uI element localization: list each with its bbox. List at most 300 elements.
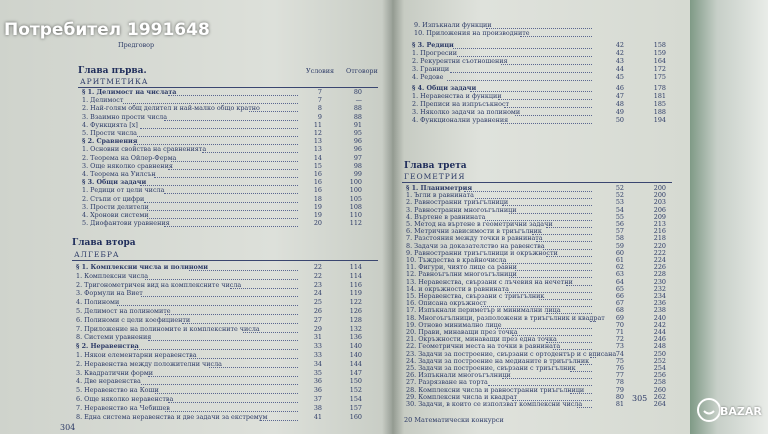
toc-entry: 2. Теорема на Ойлер-Ферма bbox=[82, 153, 177, 162]
toc-entry: 18. Многоъгълници, разположени в триъгълник и квадрат bbox=[406, 313, 605, 322]
toc-entry: 6. Полиноми с цели коефициенти bbox=[76, 315, 191, 324]
toc-leader-dots bbox=[209, 366, 298, 368]
toc-conditions-page: 20 bbox=[313, 219, 322, 228]
toc-conditions-page: 58 bbox=[615, 234, 624, 243]
toc-entry: 1. Прогресии bbox=[412, 49, 457, 57]
toc-leader-dots bbox=[147, 209, 298, 211]
toc-entry: 9. Изпъкнали функции bbox=[414, 21, 492, 29]
toc-conditions-page: 16 bbox=[313, 186, 322, 195]
toc-answers-page: 252 bbox=[653, 356, 666, 365]
toc-answers-page: 88 bbox=[353, 104, 362, 113]
toc-conditions-page: 62 bbox=[615, 263, 624, 272]
toc-entry: 4. Теорема на Уилсън bbox=[82, 170, 156, 178]
toc-conditions-page: 74 bbox=[615, 349, 624, 358]
toc-leader-dots bbox=[590, 320, 596, 322]
toc-answers-page: 254 bbox=[653, 364, 666, 372]
toc-entry: § 1. Делимост на числата bbox=[82, 88, 177, 96]
toc-answers-page: 260 bbox=[653, 385, 666, 394]
toc-conditions-page: 65 bbox=[615, 284, 624, 293]
toc-leader-dots bbox=[141, 295, 298, 297]
toc-leader-dots bbox=[165, 410, 298, 412]
toc-conditions-page: 49 bbox=[615, 108, 624, 116]
col-header-answers: Отговори bbox=[346, 67, 378, 75]
toc-entry: 8. Задачи за доказателство на равенства bbox=[406, 241, 545, 250]
toc-entry: 10. Тъждества в крайночисла bbox=[406, 256, 507, 264]
toc-answers-page: 110 bbox=[349, 211, 362, 219]
toc-conditions-page: 42 bbox=[615, 41, 624, 49]
toc-answers-page: 105 bbox=[349, 194, 362, 203]
toc-conditions-page: 25 bbox=[313, 298, 322, 307]
left-page-number: 304 bbox=[60, 423, 76, 432]
toc-conditions-page: 59 bbox=[615, 241, 624, 250]
toc-entry: 27. Разрязване на торта bbox=[406, 378, 488, 387]
toc-answers-page: 181 bbox=[653, 92, 666, 100]
toc-answers-page: 200 bbox=[653, 184, 666, 192]
toc-conditions-page: 44 bbox=[615, 65, 624, 73]
toc-conditions-page: 70 bbox=[615, 320, 624, 329]
toc-conditions-page: 8 bbox=[317, 104, 322, 113]
toc-answers-page: 112 bbox=[349, 219, 362, 228]
toc-entry: 2. Равностранни триъгълници bbox=[406, 198, 509, 207]
toc-entry: § 3. Общи задачи bbox=[82, 178, 147, 187]
book-cover-edge bbox=[690, 0, 768, 434]
toc-entry: 3. Още няколко сравнения bbox=[82, 161, 173, 170]
chapter-two-subtitle: АЛГЕБРА bbox=[74, 250, 120, 259]
toc-answers-page: 95 bbox=[353, 129, 362, 137]
toc-leader-dots bbox=[498, 98, 592, 100]
toc-leader-dots bbox=[230, 287, 298, 289]
toc-answers-page: 226 bbox=[653, 263, 666, 272]
toc-entry: 1. Някои елементарни неравенства bbox=[76, 351, 197, 359]
toc-answers-page: 194 bbox=[653, 116, 666, 124]
toc-answers-page: 114 bbox=[349, 271, 362, 280]
toc-conditions-page: 53 bbox=[615, 198, 624, 207]
toc-leader-dots bbox=[515, 269, 592, 271]
toc-leader-dots bbox=[502, 377, 592, 379]
toc-entry: § 2. Сравнения bbox=[82, 137, 138, 146]
toc-leader-dots bbox=[148, 339, 298, 341]
toc-conditions-page: 66 bbox=[615, 292, 624, 300]
toc-answers-page: 256 bbox=[653, 371, 666, 380]
toc-leader-dots bbox=[453, 47, 592, 49]
right-page-footer: 20 Математически конкурси bbox=[404, 416, 504, 424]
toc-entry: 7. Разстояния между точки в равнината bbox=[406, 234, 543, 243]
toc-leader-dots bbox=[148, 375, 298, 377]
toc-entry: 23. Задачи за построение, свързани с ортодентър и с вписана bbox=[406, 349, 617, 358]
chapter-three-title: Глава трета bbox=[404, 161, 467, 171]
toc-conditions-page: 9 bbox=[317, 112, 322, 121]
toc-leader-dots bbox=[577, 406, 592, 408]
toc-conditions-page: 36 bbox=[313, 386, 322, 395]
toc-conditions-page: 43 bbox=[615, 57, 624, 65]
toc-conditions-page: 68 bbox=[615, 306, 624, 315]
toc-leader-dots bbox=[450, 71, 592, 73]
toc-entry: 2. Стъпи от цифри bbox=[82, 194, 145, 203]
toc-entry: 5. Делимост на полиномите bbox=[76, 307, 171, 315]
toc-conditions-page: 80 bbox=[615, 392, 624, 401]
toc-entry: 24. Задачи за построение на медианите в триъгълник bbox=[406, 356, 590, 365]
toc-conditions-page: 56 bbox=[615, 220, 624, 228]
toc-answers-page: 242 bbox=[653, 320, 666, 329]
toc-conditions-page: 37 bbox=[313, 395, 322, 403]
toc-conditions-page: 46 bbox=[615, 84, 624, 92]
toc-answers-page: 264 bbox=[653, 400, 666, 408]
toc-entry: § 3. Редици bbox=[412, 41, 454, 49]
toc-leader-dots bbox=[164, 192, 298, 194]
toc-entry: 6. Още няколко неравенства bbox=[76, 395, 174, 403]
toc-leader-dots bbox=[566, 284, 592, 286]
toc-leader-dots bbox=[202, 151, 298, 153]
toc-conditions-page: 48 bbox=[615, 100, 624, 108]
toc-entry: 25. Задачи за построение, свързани с триъгълник bbox=[406, 364, 576, 372]
toc-entry: 1. Делимост bbox=[82, 96, 124, 105]
toc-leader-dots bbox=[168, 168, 298, 170]
toc-leader-dots bbox=[144, 201, 298, 203]
toc-entry: § 1. Планиметрия bbox=[406, 184, 473, 192]
toc-answers-page: 218 bbox=[653, 234, 666, 243]
toc-conditions-page: 67 bbox=[615, 299, 624, 308]
toc-answers-page: 99 bbox=[353, 170, 362, 178]
chapter-two-rule bbox=[72, 260, 378, 261]
toc-leader-dots bbox=[509, 212, 592, 214]
toc-leader-dots bbox=[147, 217, 298, 219]
toc-answers-page: 154 bbox=[349, 395, 362, 403]
toc-entry: 3. Няколко задачи за полиноми bbox=[412, 108, 521, 116]
toc-leader-dots bbox=[243, 331, 298, 333]
toc-answers-page: 240 bbox=[653, 313, 666, 322]
toc-answers-page: 262 bbox=[653, 392, 666, 401]
toc-conditions-page: 78 bbox=[615, 378, 624, 387]
toc-entry: 5. Метод на въртене в геометрични задачи bbox=[406, 220, 553, 228]
toc-entry: § 1. Комплексни числа и полиноми bbox=[76, 263, 209, 271]
toc-conditions-page: 35 bbox=[313, 368, 322, 377]
toc-conditions-page: 60 bbox=[615, 248, 624, 257]
toc-conditions-page: 24 bbox=[313, 289, 322, 298]
toc-entry: § 4. Общи задачи bbox=[412, 84, 477, 92]
toc-answers-page: — bbox=[355, 96, 362, 105]
toc-conditions-page: 61 bbox=[615, 256, 624, 264]
toc-entry: 7. Приложение на полиномите и комплексните числа bbox=[76, 324, 260, 333]
toc-conditions-page: 13 bbox=[313, 145, 322, 154]
toc-answers-page: 203 bbox=[653, 198, 666, 207]
toc-conditions-page: 16 bbox=[313, 170, 322, 178]
toc-answers-page: 122 bbox=[349, 298, 362, 307]
toc-entry: 4. Полиноми bbox=[76, 298, 120, 307]
toc-answers-page: 172 bbox=[653, 65, 666, 73]
toc-conditions-page: 29 bbox=[313, 324, 322, 333]
toc-leader-dots bbox=[501, 122, 592, 124]
toc-entry: § 2. Неравенства bbox=[76, 342, 139, 351]
toc-answers-page: 136 bbox=[349, 333, 362, 342]
toc-conditions-page: 38 bbox=[313, 403, 322, 412]
toc-entry: 19. Отново минимално лице bbox=[406, 320, 502, 329]
toc-leader-dots bbox=[501, 63, 592, 65]
toc-entry: 15. Неравенства, свързани с триъгълник bbox=[406, 292, 545, 300]
toc-entry: 28. Комплексни числа и равностранни триъгълници bbox=[406, 385, 585, 394]
preface-entry: Предговор bbox=[118, 41, 155, 49]
toc-entry: 3. Прости делители bbox=[82, 202, 149, 211]
toc-answers-page: 234 bbox=[653, 292, 666, 300]
toc-conditions-page: 11 bbox=[313, 120, 322, 129]
toc-answers-page: 159 bbox=[653, 49, 666, 57]
toc-answers-page: 258 bbox=[653, 378, 666, 387]
toc-conditions-page: 69 bbox=[615, 313, 624, 322]
toc-entry: 26. Изпъкнали многоъгълници bbox=[406, 371, 511, 380]
toc-entry: 2. Преписи на изпръсъкност bbox=[412, 100, 510, 108]
toc-conditions-page: 47 bbox=[615, 92, 624, 100]
toc-entry: 2. Рекурентни съотношения bbox=[412, 57, 508, 65]
toc-answers-page: 140 bbox=[349, 351, 362, 359]
toc-conditions-page: 45 bbox=[615, 73, 624, 81]
toc-conditions-page: 79 bbox=[615, 385, 624, 394]
toc-entry: 8. Системи уравнения bbox=[76, 333, 152, 342]
toc-conditions-page: 7 bbox=[317, 96, 322, 105]
toc-answers-page: 185 bbox=[653, 100, 666, 108]
toc-answers-page: 96 bbox=[353, 137, 362, 146]
toc-entry: 20. Прави, минаващи през точка bbox=[406, 328, 518, 336]
toc-conditions-page: 19 bbox=[313, 211, 322, 219]
toc-leader-dots bbox=[141, 383, 298, 385]
toc-conditions-page: 57 bbox=[615, 227, 624, 236]
toc-entry: 21. Окръжности, минаващи през една точка bbox=[406, 335, 557, 344]
toc-entry: 3. Равностранни многоъгълници bbox=[406, 205, 517, 214]
toc-leader-dots bbox=[168, 401, 298, 403]
toc-leader-dots bbox=[260, 419, 298, 421]
toc-conditions-page: 63 bbox=[615, 270, 624, 279]
toc-conditions-page: 54 bbox=[615, 205, 624, 214]
toc-entry: 4. Хронови системи bbox=[82, 211, 149, 219]
toc-leader-dots bbox=[520, 35, 592, 37]
toc-entry: 6. Метрични зависимости в триъгълник bbox=[406, 227, 542, 236]
toc-conditions-page: 13 bbox=[313, 137, 322, 146]
user-watermark: Потребител 1991648 bbox=[4, 20, 210, 40]
toc-entry: 4. Функционални уравнения bbox=[412, 116, 509, 124]
toc-entry: 10. Приложения на производните bbox=[414, 29, 530, 37]
toc-leader-dots bbox=[165, 313, 298, 315]
toc-entry: 8. Една система неравенства и две задачи за екстремум bbox=[76, 412, 268, 421]
toc-entry: 3. Квадратични форми bbox=[76, 368, 154, 377]
right-page-number: 305 bbox=[632, 394, 648, 403]
toc-entry: 11. Фигури, чиято лице са равни bbox=[406, 263, 517, 272]
toc-answers-page: 88 bbox=[353, 112, 362, 121]
toc-answers-page: 230 bbox=[653, 277, 666, 286]
toc-answers-page: 132 bbox=[349, 324, 362, 333]
toc-answers-page: 150 bbox=[349, 377, 362, 386]
toc-conditions-page: 55 bbox=[615, 212, 624, 221]
toc-conditions-page: 33 bbox=[313, 342, 322, 351]
toc-answers-page: 128 bbox=[349, 315, 362, 324]
toc-conditions-page: 71 bbox=[615, 328, 624, 336]
toc-leader-dots bbox=[189, 269, 298, 271]
col-header-conditions: Условия bbox=[306, 67, 334, 75]
toc-answers-page: 147 bbox=[349, 368, 362, 377]
toc-entry: 4. Въртене в равнината bbox=[406, 212, 486, 221]
toc-answers-page: 144 bbox=[349, 359, 362, 368]
toc-conditions-page: 77 bbox=[615, 371, 624, 380]
toc-conditions-page: 15 bbox=[313, 161, 322, 170]
toc-entry: 1. Комплексни числа bbox=[76, 271, 149, 280]
chapter-three-subtitle: ГЕОМЕТРИЯ bbox=[404, 172, 466, 181]
toc-leader-dots bbox=[134, 348, 298, 350]
toc-leader-dots bbox=[168, 94, 298, 96]
toc-answers-page: 244 bbox=[653, 328, 666, 336]
toc-conditions-page: 75 bbox=[615, 356, 624, 365]
toc-leader-dots bbox=[155, 392, 298, 394]
bazar-logo-text: BAZAR bbox=[720, 405, 762, 418]
toc-leader-dots bbox=[546, 226, 592, 228]
chapter-two-title: Глава втора bbox=[72, 238, 136, 248]
toc-leader-dots bbox=[137, 135, 298, 137]
toc-leader-dots bbox=[464, 190, 592, 192]
toc-entry: 5. Диофантови уравнения bbox=[82, 219, 170, 228]
chapter-three-rule bbox=[402, 182, 672, 183]
toc-answers-page: 175 bbox=[653, 73, 666, 81]
toc-answers-page: 228 bbox=[653, 270, 666, 279]
toc-conditions-page: 42 bbox=[615, 49, 624, 57]
toc-answers-page: 96 bbox=[353, 145, 362, 154]
toc-answers-page: 91 bbox=[353, 120, 362, 129]
toc-entry: 30. Задачи, в които се използват комплексни числа bbox=[406, 400, 583, 408]
toc-conditions-page: 12 bbox=[313, 129, 322, 137]
toc-entry: 1. Основни свойства на сравненията bbox=[82, 145, 207, 154]
toc-answers-page: 157 bbox=[349, 403, 362, 412]
toc-entry: 5. Неравенство на Коши bbox=[76, 386, 159, 395]
right-page bbox=[392, 0, 690, 434]
toc-entry: 3. Взаимно прости числа bbox=[82, 112, 168, 121]
toc-leader-dots bbox=[539, 298, 592, 300]
toc-entry: 9. Равностранни триъгълници и окръжности bbox=[406, 248, 558, 257]
toc-leader-dots bbox=[164, 225, 298, 227]
toc-conditions-page: 18 bbox=[313, 194, 322, 203]
toc-answers-page: 236 bbox=[653, 299, 666, 308]
toc-conditions-page: 50 bbox=[615, 116, 624, 124]
toc-answers-page: 232 bbox=[653, 284, 666, 293]
toc-answers-page: 178 bbox=[653, 84, 666, 92]
toc-conditions-page: 52 bbox=[615, 184, 624, 192]
toc-conditions-page: 41 bbox=[313, 412, 322, 421]
toc-entry: 3. Граници bbox=[412, 65, 450, 73]
toc-answers-page: 216 bbox=[653, 227, 666, 236]
toc-answers-page: 100 bbox=[349, 186, 362, 195]
toc-conditions-page: 73 bbox=[615, 342, 624, 351]
toc-entry: 7. Неравенство на Чебишев bbox=[76, 403, 170, 412]
toc-answers-page: 97 bbox=[353, 153, 362, 162]
toc-answers-page: 238 bbox=[653, 306, 666, 315]
toc-leader-dots bbox=[117, 304, 298, 306]
toc-entry: 22. Геометрични места на точки в равнината bbox=[406, 342, 561, 351]
toc-entry: 5. Прости числа bbox=[82, 129, 137, 137]
toc-answers-page: 224 bbox=[653, 256, 666, 264]
toc-conditions-page: 31 bbox=[313, 333, 322, 342]
toc-entry: 4. Две неравенства bbox=[76, 377, 141, 386]
toc-answers-page: 200 bbox=[653, 191, 666, 200]
toc-leader-dots bbox=[515, 114, 592, 116]
toc-conditions-page: 19 bbox=[313, 202, 322, 211]
toc-leader-dots bbox=[580, 363, 592, 365]
toc-answers-page: 222 bbox=[653, 248, 666, 257]
toc-answers-page: 98 bbox=[353, 161, 362, 170]
toc-leader-dots bbox=[546, 255, 592, 257]
toc-leader-dots bbox=[140, 127, 298, 129]
toc-conditions-page: 34 bbox=[313, 359, 322, 368]
toc-answers-page: 206 bbox=[653, 205, 666, 214]
toc-leader-dots bbox=[164, 119, 298, 121]
toc-answers-page: 108 bbox=[349, 202, 362, 211]
toc-entry: 13. Неравенства, свързани с лъчевия на нечетни bbox=[406, 277, 573, 286]
toc-answers-page: 80 bbox=[353, 88, 362, 96]
toc-leader-dots bbox=[145, 278, 298, 280]
toc-answers-page: 119 bbox=[349, 289, 362, 298]
toc-answers-page: 100 bbox=[349, 178, 362, 187]
toc-conditions-page: 22 bbox=[313, 263, 322, 271]
toc-conditions-page: 33 bbox=[313, 351, 322, 359]
toc-answers-page: 246 bbox=[653, 335, 666, 344]
toc-leader-dots bbox=[171, 160, 298, 162]
toc-entry: 16. Описана окръжност bbox=[406, 299, 487, 308]
toc-answers-page: 116 bbox=[349, 280, 362, 289]
toc-answers-page: 188 bbox=[653, 108, 666, 116]
toc-leader-dots bbox=[249, 110, 298, 112]
toc-entry: 4. Редове bbox=[412, 73, 444, 81]
toc-answers-page: 248 bbox=[653, 342, 666, 351]
toc-answers-page: 220 bbox=[653, 241, 666, 250]
toc-answers-page: 158 bbox=[653, 41, 666, 49]
toc-entry: 2. Тригонометричен вид на комплексните числа bbox=[76, 280, 242, 289]
toc-leader-dots bbox=[154, 176, 298, 178]
toc-entry: 1. Редици от цели числа bbox=[82, 186, 165, 195]
toc-conditions-page: 81 bbox=[615, 400, 624, 408]
toc-leader-dots bbox=[570, 370, 592, 372]
toc-conditions-page: 22 bbox=[313, 271, 322, 280]
toc-conditions-page: 36 bbox=[313, 377, 322, 386]
toc-entry: 17. Изпъкнали периметър и минимални лица bbox=[406, 306, 561, 315]
toc-conditions-page: 72 bbox=[615, 335, 624, 344]
toc-leader-dots bbox=[590, 356, 596, 358]
toc-answers-page: 140 bbox=[349, 342, 362, 351]
toc-answers-page: 164 bbox=[653, 57, 666, 65]
toc-answers-page: 250 bbox=[653, 349, 666, 358]
toc-answers-page: 160 bbox=[349, 412, 362, 421]
toc-conditions-page: 52 bbox=[615, 191, 624, 200]
toc-conditions-page: 7 bbox=[317, 88, 322, 96]
chapter-one-title: Глава първа. bbox=[78, 66, 147, 76]
toc-leader-dots bbox=[189, 357, 298, 359]
toc-leader-dots bbox=[182, 322, 298, 324]
toc-entry: 4. Функцията [x] bbox=[82, 120, 138, 129]
toc-entry: 1. Неравенства и функции bbox=[412, 92, 502, 100]
toc-conditions-page: 26 bbox=[313, 307, 322, 315]
toc-entry: 2. Най-голям общ делител и най-малко общо кратно bbox=[82, 104, 260, 113]
toc-answers-page: 126 bbox=[349, 307, 362, 315]
toc-answers-page: 152 bbox=[349, 386, 362, 395]
toc-conditions-page: 23 bbox=[313, 280, 322, 289]
toc-answers-page: 209 bbox=[653, 212, 666, 221]
chapter-one-subtitle: АРИТМЕТИКА bbox=[80, 77, 149, 86]
toc-entry: 12. Равноъгълни многоъгълници bbox=[406, 270, 517, 279]
toc-entry: 29. Комплексни числа и квадрат bbox=[406, 392, 518, 401]
toc-entry: 1. Ъгли в равнината bbox=[406, 191, 474, 200]
toc-answers-page: 213 bbox=[653, 220, 666, 228]
toc-answers-page: 114 bbox=[349, 263, 362, 271]
toc-entry: 3. Формули на Виет bbox=[76, 289, 143, 298]
toc-leader-dots bbox=[570, 392, 592, 394]
toc-leader-dots bbox=[447, 79, 592, 81]
book-gutter bbox=[382, 0, 404, 434]
toc-conditions-page: 76 bbox=[615, 364, 624, 372]
toc-conditions-page: 14 bbox=[313, 153, 322, 162]
toc-entry: 14. и окръжности в равнината bbox=[406, 284, 509, 293]
toc-conditions-page: 27 bbox=[313, 315, 322, 324]
